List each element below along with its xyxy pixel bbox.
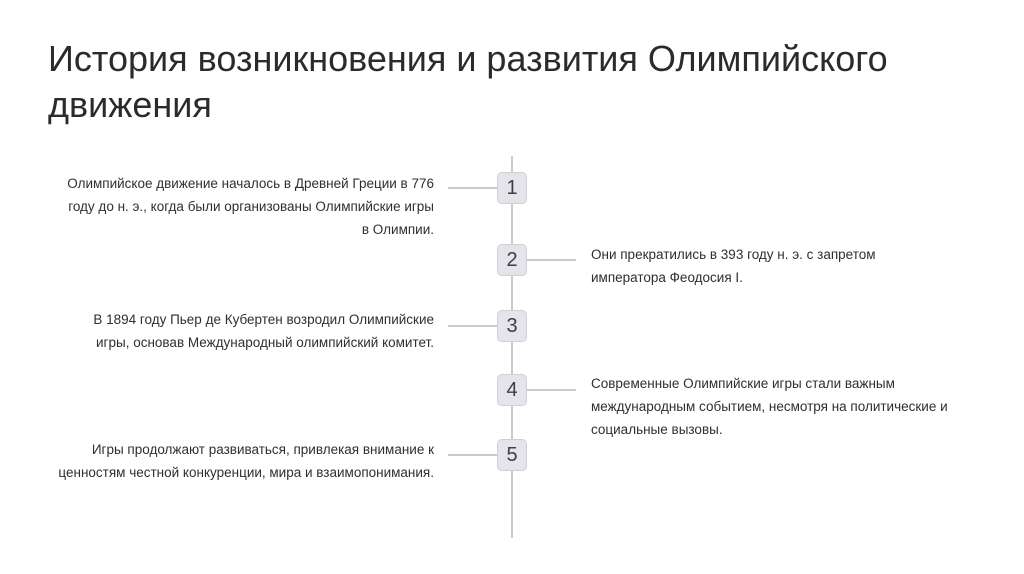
timeline-item-3-text: В 1894 году Пьер де Кубертен возродил Олимпийские игры, основав Международный олимпийский комитет. [93, 312, 434, 350]
timeline-step-2: 2 [497, 244, 527, 276]
timeline-axis [511, 156, 513, 538]
timeline-step-1: 1 [497, 172, 527, 204]
timeline-connector [448, 187, 498, 189]
timeline-item-2-text: Они прекратились в 393 году н. э. с запретом императора Феодосия I. [591, 247, 876, 285]
timeline-item-4-text: Современные Олимпийские игры стали важным международным событием, несмотря на политические и социальные вызовы. [591, 376, 948, 437]
timeline-item-1-text: Олимпийское движение началось в Древней Греции в 776 году до н. э., когда были организованы Олимпийские игры в Олимпии. [67, 176, 434, 237]
timeline-step-3: 3 [497, 310, 527, 342]
timeline-item-5-text: Игры продолжают развиваться, привлекая внимание к ценностям честной конкуренции, мира и взаимопонимания. [58, 442, 434, 480]
timeline-connector [448, 454, 498, 456]
timeline-connector [448, 325, 498, 327]
timeline-connector [526, 389, 576, 391]
timeline-connector [526, 259, 576, 261]
slide-title: История возникновения и развития Олимпийского движения [48, 38, 888, 125]
timeline-step-4: 4 [497, 374, 527, 406]
timeline-step-5: 5 [497, 439, 527, 471]
